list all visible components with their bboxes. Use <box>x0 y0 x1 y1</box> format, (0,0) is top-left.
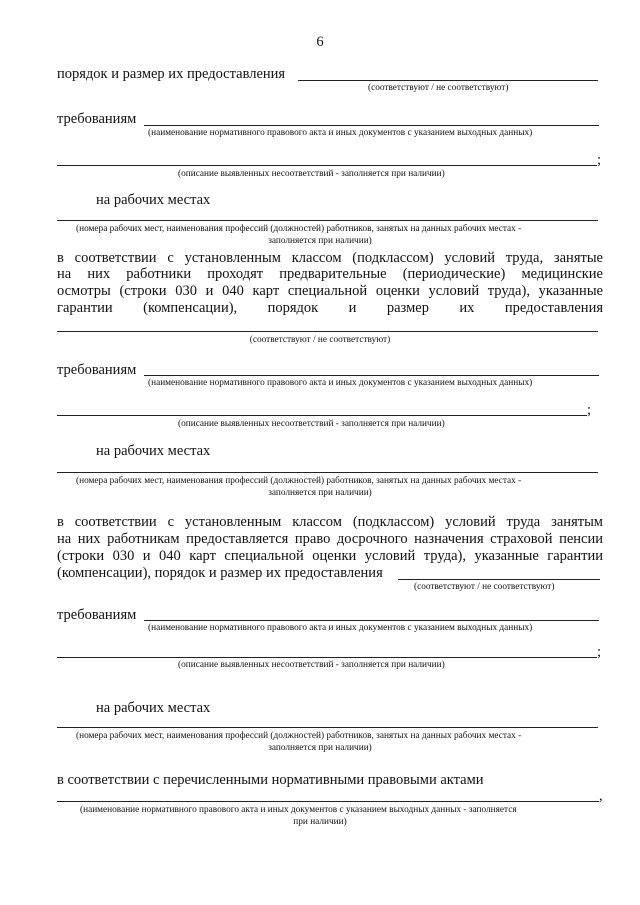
block4-act-caption-1: (наименование нормативного правового акта и иных документов с указанием выходных данных - заполняется <box>80 805 517 815</box>
block1-act-line[interactable] <box>144 125 599 126</box>
block3-act-line[interactable] <box>144 620 599 621</box>
block2-paragraph-line-4: гарантии (компенсации), порядок и размер их предоставления <box>57 300 603 316</box>
block2-workplaces-caption-2: заполняется при наличии) <box>268 488 372 498</box>
block3-compliance-caption: (соответствуют / не соответствуют) <box>414 582 555 592</box>
block2-paragraph-line-2: на них работники проходят предварительные (периодические) медицинские <box>57 266 603 282</box>
block1-workplaces-caption-2: заполняется при наличии) <box>268 236 372 246</box>
block1-requirements-label: требованиям <box>57 111 137 127</box>
block1-terminator: ; <box>597 152 602 168</box>
block2-terminator: ; <box>587 402 592 418</box>
block3-workplaces-caption-2: заполняется при наличии) <box>268 743 372 753</box>
block2-workplaces-label: на рабочих местах <box>96 443 211 459</box>
block3-workplaces-line[interactable] <box>57 727 598 728</box>
block3-act-caption: (наименование нормативного правового акта и иных документов с указанием выходных данных) <box>148 623 533 633</box>
block1-workplaces-label: на рабочих местах <box>96 192 211 208</box>
block2-paragraph-line-1: в соответствии с установленным классом (подклассом) условий труда, занятые <box>57 250 603 266</box>
block2-workplaces-caption-1: (номера рабочих мест, наименования профессий (должностей) работников, занятых на данных рабочих местах - <box>76 476 522 486</box>
block2-compliance-line[interactable] <box>57 331 598 332</box>
block3-paragraph-line-1: в соответствии с установленным классом (подклассом) условий труда занятым <box>57 514 603 530</box>
block1-compliance-caption: (соответствуют / не соответствуют) <box>368 83 509 93</box>
block2-workplaces-line[interactable] <box>57 472 598 473</box>
block1-mismatch-caption: (описание выявленных несоответствий - заполняется при наличии) <box>178 169 445 179</box>
block4-terminator: , <box>599 788 603 804</box>
block4-lead-text: в соответствии с перечисленными нормативными правовыми актами <box>57 772 484 788</box>
block3-paragraph-line-2: на них работникам предоставляется право досрочного назначения страховой пенсии <box>57 531 603 547</box>
block3-workplaces-label: на рабочих местах <box>96 700 211 716</box>
block2-act-line[interactable] <box>144 375 599 376</box>
block2-compliance-caption: (соответствуют / не соответствуют) <box>249 335 391 345</box>
block3-paragraph-line-4: (компенсации), порядок и размер их предоставления <box>57 565 383 581</box>
block3-mismatch-line[interactable] <box>57 657 597 658</box>
block3-workplaces-caption-1: (номера рабочих мест, наименования профессий (должностей) работников, занятых на данных рабочих местах - <box>76 731 522 741</box>
block4-act-line[interactable] <box>57 801 599 802</box>
block3-paragraph-line-3: (строки 030 и 040 карт специальной оценки условий труда), указанные гарантии <box>57 548 603 564</box>
block1-workplaces-line[interactable] <box>57 220 598 221</box>
block2-act-caption: (наименование нормативного правового акта и иных документов с указанием выходных данных) <box>148 378 533 388</box>
block1-compliance-line[interactable] <box>298 80 598 81</box>
block2-mismatch-line[interactable] <box>57 415 587 416</box>
block2-mismatch-caption: (описание выявленных несоответствий - заполняется при наличии) <box>178 419 445 429</box>
block1-workplaces-caption-1: (номера рабочих мест, наименования профессий (должностей) работников, занятых на данных рабочих местах - <box>76 224 522 234</box>
block2-paragraph-line-3: осмотры (строки 030 и 040 карт специальной оценки условий труда), указанные <box>57 283 603 299</box>
page-number: 6 <box>316 34 324 50</box>
block1-mismatch-line[interactable] <box>57 165 597 166</box>
block4-act-caption-2: при наличии) <box>293 817 347 827</box>
block3-terminator: ; <box>597 644 602 660</box>
block3-mismatch-caption: (описание выявленных несоответствий - заполняется при наличии) <box>178 660 445 670</box>
block1-lead-text: порядок и размер их предоставления <box>57 66 286 82</box>
block2-requirements-label: требованиям <box>57 362 137 378</box>
block1-act-caption: (наименование нормативного правового акта и иных документов с указанием выходных данных) <box>148 128 533 138</box>
block3-requirements-label: требованиям <box>57 607 137 623</box>
block3-compliance-line[interactable] <box>398 579 600 580</box>
